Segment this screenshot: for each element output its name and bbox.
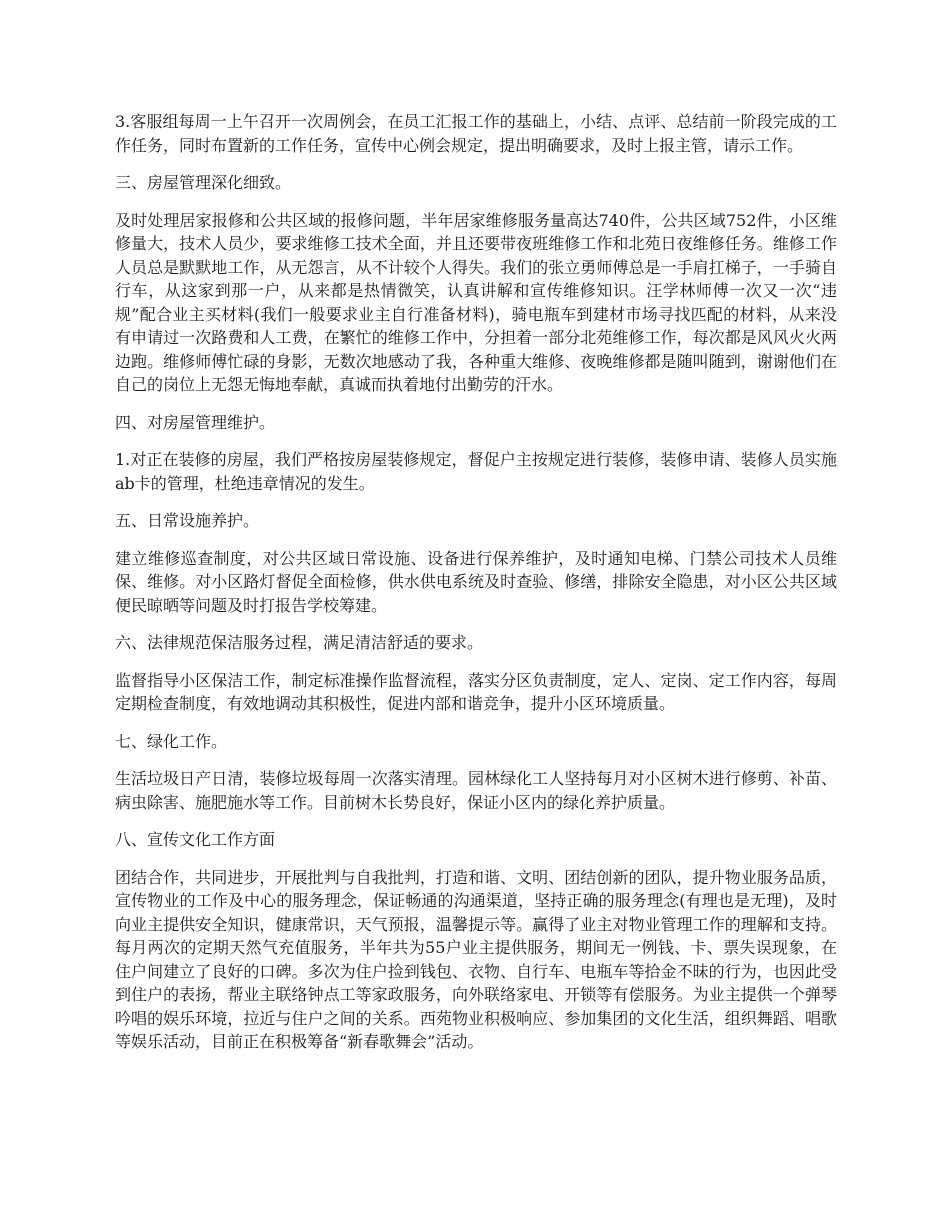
paragraph-weekly-meeting: 3.客服组每周一上午召开一次周例会，在员工汇报工作的基础上，小结、点评、总结前一阶段完成的工作任务，同时布置新的工作任务，宣传中心例会规定，提出明确要求，及时上报主管，请示工作。: [115, 112, 837, 155]
heading-facility-care: 五、日常设施养护。: [115, 511, 260, 530]
heading-housing-maintenance: 四、对房屋管理维护。: [115, 412, 276, 432]
paragraph-cleaning-supervision: 监督指导小区保洁工作，制定标准操作监督流程，落实分区负责制度，定人、定岗、定工作内容，每周定期检查制度，有效地调动其积极性，促进内部和谐竞争，提升小区环境质量。: [115, 670, 837, 713]
paragraph-renovation-rules: 1.对正在装修的房屋，我们严格按房屋装修规定，督促户主按规定进行装修，装修申请、装修人员实施ab卡的管理，杜绝违章情况的发生。: [115, 450, 837, 493]
paragraph-garbage-greening: 生活垃圾日产日清，装修垃圾每周一次落实清理。园林绿化工人坚持每月对小区树木进行修剪、补苗、病虫除害、施肥施水等工作。目前树木长势良好，保证小区内的绿化养护质量。: [115, 769, 837, 812]
heading-cleaning-service: 六、法律规范保洁服务过程，满足清洁舒适的要求。: [115, 633, 484, 652]
document-page: [115, 110, 837, 1068]
paragraph-inspection-system: 建立维修巡查制度，对公共区域日常设施、设备进行保养维护，及时通知电梯、门禁公司技术人员维保、维修。对小区路灯督促全面检修，供水供电系统及时查验、修缮，排除安全隐患，对小区公共区域便民晾晒等问题及时打报告学校筹建。: [115, 548, 837, 615]
heading-publicity-culture: 八、宣传文化工作方面: [115, 830, 276, 849]
heading-greening: 七、绿化工作。: [115, 731, 228, 751]
paragraph-teamwork-culture: 团结合作，共同进步，开展批判与自我批判，打造和谐、文明、团结创新的团队，提升物业服务品质，宣传物业的工作及中心的服务理念，保证畅通的沟通渠道，坚持正确的服务理念(有理也是无理)，及时向业主提供安全知识，健康常识，天气预报，温馨提示等。赢得了业主对物业管理工作的理解和支持。每月两次的定期天然气充值服务，半年共为55户业主提供服务，期间无一例钱、卡、票失误现象，在住户间建立了良好的口碑。多次为住户捡到钱包、衣物、自行车、电瓶车等拾金不昧的行为，也因此受到住户的表扬，帮业主联络钟点工等家政服务，向外联络家电、开锁等有偿服务。为业主提供一个弹琴吟唱的娱乐环境，拉近与住户之间的关系。西苑物业积极响应、参加集团的文化生活，组织舞蹈、唱歌等娱乐活动，目前正在积极筹备“新春歌舞会”活动。: [115, 867, 837, 1051]
heading-housing-management: 三、房屋管理深化细致。: [115, 173, 292, 192]
paragraph-repair-work: 及时处理居家报修和公共区域的报修问题，半年居家维修服务量高达740件，公共区域752件，小区维修量大，技术人员少，要求维修工技术全面，并且还要带夜班维修工作和北苑日夜维修任务。维修工作人员总是默默地工作，从无怨言，从不计较个人得失。我们的张立勇师傅总是一手肩扛梯子，一手骑自行车，从这家到那一户，从来都是热情微笑，认真讲解和宣传维修知识。汪学林师傅一次又一次“违规”配合业主买材料(我们一般要求业主自行准备材料)，骑电瓶车到建材市场寻找匹配的材料，从来没有申请过一次路费和人工费，在繁忙的维修工作中，分担着一部分北苑维修工作，每次都是风风火火两边跑。维修师傅忙碌的身影，无数次地感动了我，各种重大维修、夜晚维修都是随叫随到，谢谢他们在自己的岗位上无怨无悔地奉献，真诚而执着地付出勤劳的汗水。: [115, 210, 837, 394]
